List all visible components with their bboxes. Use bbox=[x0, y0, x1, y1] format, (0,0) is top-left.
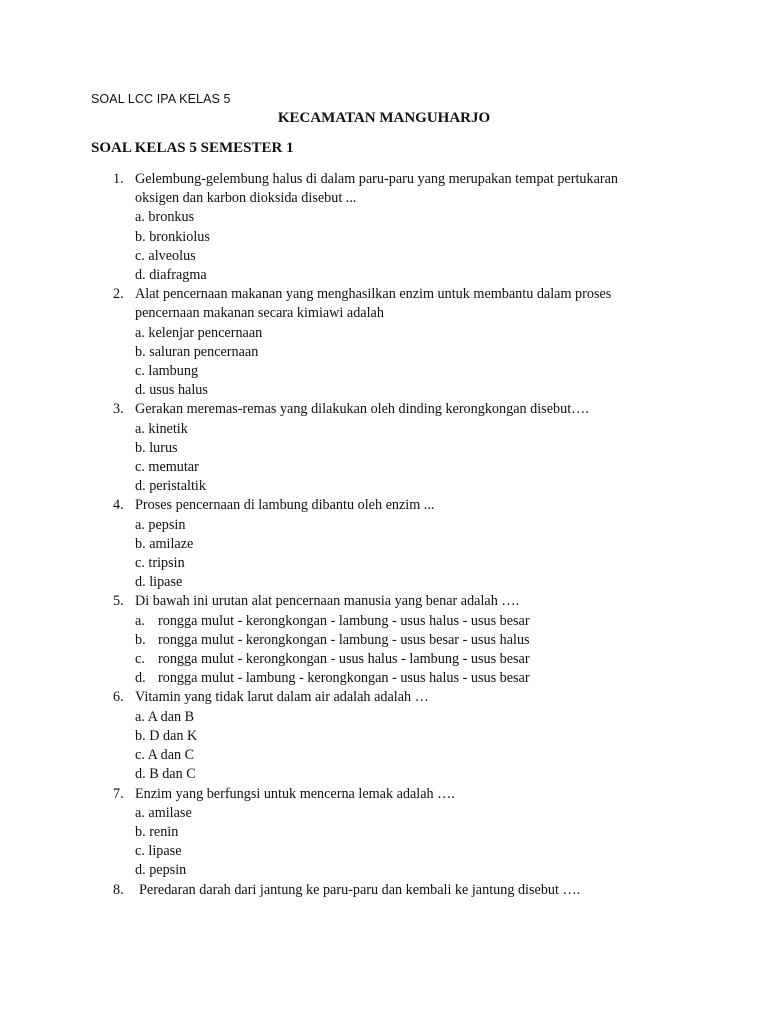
question-text: Proses pencernaan di lambung dibantu oleh enzim ... bbox=[135, 497, 435, 514]
option-text: bronkus bbox=[148, 209, 195, 226]
option-text: D dan K bbox=[149, 727, 198, 744]
option-b bbox=[135, 439, 768, 458]
option-letter: c. bbox=[135, 459, 145, 476]
option-text: lambung bbox=[148, 363, 199, 380]
option-b bbox=[135, 631, 768, 650]
option-d bbox=[135, 669, 768, 688]
option-d bbox=[135, 477, 768, 496]
question-3 bbox=[0, 400, 768, 496]
option-text: pepsin bbox=[149, 862, 187, 879]
option-c bbox=[135, 842, 768, 861]
question-number: 8. bbox=[113, 881, 124, 898]
option-text: alveolus bbox=[148, 247, 196, 264]
question-number: 4. bbox=[113, 497, 124, 514]
option-d bbox=[135, 573, 768, 592]
option-c bbox=[135, 554, 768, 573]
option-b bbox=[135, 228, 768, 247]
question-6 bbox=[0, 688, 768, 784]
question-text: Di bawah ini urutan alat pencernaan manusia yang benar adalah …. bbox=[135, 593, 520, 610]
option-letter: c. bbox=[135, 747, 145, 764]
header-note: SOAL LCC IPA KELAS 5 bbox=[91, 92, 231, 106]
question-text: Gelembung-gelembung halus di dalam paru-paru yang merupakan tempat pertukaran oksigen dan karbon dioksida disebut ... bbox=[135, 171, 618, 207]
option-letter: a. bbox=[135, 708, 145, 725]
option-text: amilaze bbox=[149, 535, 194, 552]
option-letter: d. bbox=[135, 267, 146, 284]
question-text: Peredaran darah dari jantung ke paru-paru dan kembali ke jantung disebut …. bbox=[139, 881, 581, 898]
option-text: lurus bbox=[149, 439, 178, 456]
option-text: rongga mulut - lambung - kerongkongan - usus halus - usus besar bbox=[158, 670, 530, 687]
option-a bbox=[135, 804, 768, 823]
option-a bbox=[135, 516, 768, 535]
option-letter: d. bbox=[135, 766, 146, 783]
question-text: Enzim yang berfungsi untuk mencerna lemak adalah …. bbox=[135, 785, 455, 802]
option-d bbox=[135, 266, 768, 285]
question-number: 7. bbox=[113, 785, 124, 802]
option-c bbox=[135, 362, 768, 381]
option-letter: d. bbox=[135, 574, 146, 591]
question-list bbox=[0, 170, 768, 900]
option-a bbox=[135, 420, 768, 439]
option-letter: b. bbox=[135, 631, 146, 648]
option-text: A dan C bbox=[147, 747, 195, 764]
option-text: rongga mulut - kerongkongan - usus halus - lambung - usus besar bbox=[158, 651, 530, 668]
option-letter: d. bbox=[135, 862, 146, 879]
question-text: Gerakan meremas-remas yang dilakukan oleh dinding kerongkongan disebut…. bbox=[135, 401, 589, 418]
option-letter: b. bbox=[135, 228, 146, 245]
option-b bbox=[135, 823, 768, 842]
question-7 bbox=[0, 785, 768, 881]
option-letter: b. bbox=[135, 727, 146, 744]
option-letter: a. bbox=[135, 209, 145, 226]
option-letter: c. bbox=[135, 363, 145, 380]
option-d bbox=[135, 765, 768, 784]
option-letter: d. bbox=[135, 670, 146, 687]
option-letter: a. bbox=[135, 804, 145, 821]
option-letter: c. bbox=[135, 843, 145, 860]
question-text: Vitamin yang tidak larut dalam air adalah adalah … bbox=[135, 689, 429, 706]
option-letter: b. bbox=[135, 439, 146, 456]
option-text: renin bbox=[149, 823, 179, 840]
option-text: B dan C bbox=[149, 766, 196, 783]
option-a bbox=[135, 708, 768, 727]
option-c bbox=[135, 650, 768, 669]
option-b bbox=[135, 343, 768, 362]
option-letter: c. bbox=[135, 651, 145, 668]
option-c bbox=[135, 746, 768, 765]
question-number: 6. bbox=[113, 689, 124, 706]
question-5 bbox=[0, 592, 768, 688]
option-c bbox=[135, 247, 768, 266]
option-d bbox=[135, 381, 768, 400]
question-2 bbox=[0, 285, 768, 400]
option-text: memutar bbox=[148, 459, 199, 476]
option-letter: c. bbox=[135, 555, 145, 572]
option-a bbox=[135, 324, 768, 343]
document-title: KECAMATAN MANGUHARJO bbox=[277, 110, 491, 126]
option-letter: a. bbox=[135, 516, 145, 533]
option-text: A dan B bbox=[147, 708, 195, 725]
option-text: lipase bbox=[149, 574, 183, 591]
option-letter: a. bbox=[135, 420, 145, 437]
option-text: bronkiolus bbox=[149, 228, 210, 245]
option-letter: a. bbox=[135, 324, 145, 341]
option-text: rongga mulut - kerongkongan - lambung - usus halus - usus besar bbox=[158, 612, 530, 629]
option-text: diafragma bbox=[149, 267, 207, 284]
option-letter: a. bbox=[135, 612, 145, 629]
question-number: 2. bbox=[113, 286, 124, 303]
option-letter: b. bbox=[135, 823, 146, 840]
option-text: kinetik bbox=[148, 420, 188, 437]
question-text: Alat pencernaan makanan yang menghasilkan enzim untuk membantu dalam proses pencernaan makanan secara kimiawi adalah bbox=[135, 286, 612, 322]
option-letter: b. bbox=[135, 535, 146, 552]
option-text: lipase bbox=[148, 843, 182, 860]
question-number: 5. bbox=[113, 593, 124, 610]
option-text: tripsin bbox=[148, 555, 185, 572]
option-c bbox=[135, 458, 768, 477]
question-number: 1. bbox=[113, 171, 124, 187]
option-text: pepsin bbox=[148, 516, 186, 533]
option-b bbox=[135, 535, 768, 554]
option-d bbox=[135, 861, 768, 880]
option-letter: b. bbox=[135, 343, 146, 360]
option-letter: d. bbox=[135, 382, 146, 399]
option-b bbox=[135, 727, 768, 746]
option-letter: c. bbox=[135, 247, 145, 264]
option-a bbox=[135, 208, 768, 227]
question-4 bbox=[0, 496, 768, 592]
option-text: amilase bbox=[148, 804, 192, 821]
option-a bbox=[135, 612, 768, 631]
option-text: usus halus bbox=[149, 382, 208, 399]
document-subtitle: SOAL KELAS 5 SEMESTER 1 bbox=[91, 140, 294, 156]
option-text: rongga mulut - kerongkongan - lambung - usus besar - usus halus bbox=[158, 631, 530, 648]
option-letter: d. bbox=[135, 478, 146, 495]
question-number: 3. bbox=[113, 401, 124, 418]
question-8 bbox=[0, 881, 768, 900]
option-text: kelenjar pencernaan bbox=[148, 324, 263, 341]
question-1 bbox=[0, 170, 768, 285]
option-text: peristaltik bbox=[149, 478, 206, 495]
option-text: saluran pencernaan bbox=[149, 343, 259, 360]
